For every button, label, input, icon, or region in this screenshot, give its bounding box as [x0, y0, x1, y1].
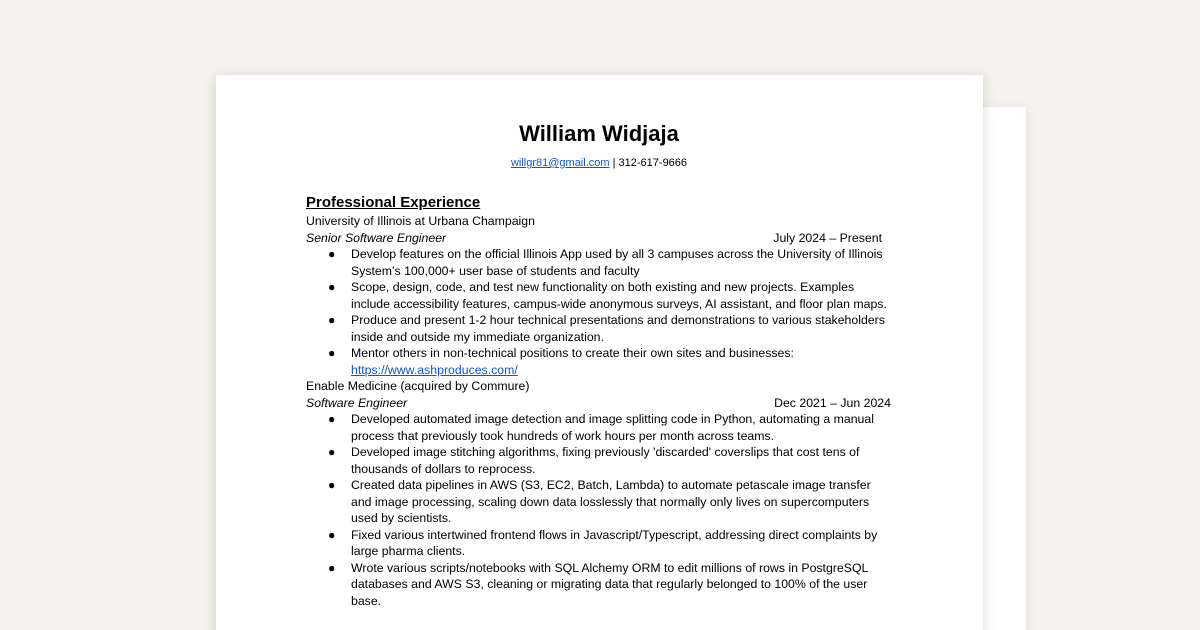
- bullet-text: Fixed various intertwined frontend flows in Javascript/Typescript, addressing direct complaints by large pharma clients.: [351, 527, 878, 558]
- portfolio-link[interactable]: https://www.ashproduces.com/: [351, 362, 518, 377]
- resume-name: William Widjaja: [519, 121, 679, 146]
- bullet-dot-icon: ●: [328, 280, 336, 294]
- bullet-dot-icon: ●: [328, 478, 336, 492]
- job-bullet: [306, 411, 891, 444]
- job-dates: Dec 2021 – Jun 2024: [774, 395, 891, 410]
- job-company: University of Illinois at Urbana Champaign: [306, 214, 535, 228]
- bullet-dot-icon: ●: [328, 445, 336, 459]
- job-role: Software Engineer: [306, 395, 408, 410]
- job-bullets: [306, 411, 906, 609]
- job-bullets: [306, 246, 906, 378]
- contact-line: [306, 156, 892, 170]
- job-bullet: [306, 279, 891, 312]
- resume-page: [216, 75, 983, 630]
- bullet-dot-icon: ●: [328, 527, 336, 542]
- bullet-text: Develop features on the official Illinois App used by all 3 campuses across the University of Illinois System’s 100,000+ user base of students and faculty: [351, 247, 883, 278]
- job-role: Senior Software Engineer: [306, 230, 447, 245]
- section-title-experience: Professional Experience: [306, 194, 481, 211]
- bullet-dot-icon: ●: [328, 346, 336, 360]
- resume-content: [306, 119, 906, 609]
- job-bullet: [306, 246, 891, 279]
- job-bullet: [306, 345, 891, 378]
- bullet-text: Mentor others in non-technical positions to create their own sites and businesses:: [351, 346, 794, 360]
- job-bullet: [306, 312, 891, 345]
- bullet-text: Developed automated image detection and image splitting code in Python, automating a manual process that previously took hundreds of work hours per month across teams.: [351, 412, 874, 443]
- bullet-text: Developed image stitching algorithms, fixing previously 'discarded' coverslips that cost tens of thousands of dollars to reprocess.: [351, 445, 860, 476]
- bullet-dot-icon: ●: [328, 247, 336, 261]
- job-bullet: [306, 527, 891, 560]
- job-company: Enable Medicine (acquired by Commure): [306, 379, 530, 393]
- job-role-row: [306, 230, 882, 247]
- phone-number: 312-617-9666: [618, 157, 688, 169]
- job-bullet: [306, 560, 891, 610]
- job-bullet: [306, 444, 891, 477]
- job-bullet: [306, 477, 891, 527]
- bullet-text: Created data pipelines in AWS (S3, EC2, Batch, Lambda) to automate petascale image transfer and image processing, scaling down data losslessly that normally only lives on supercomputers used by scientists.: [351, 478, 871, 525]
- contact-separator: |: [612, 157, 616, 169]
- job-role-row: [306, 395, 891, 412]
- bullet-dot-icon: ●: [328, 412, 336, 426]
- job-dates: July 2024 – Present: [773, 230, 882, 245]
- bullet-dot-icon: ●: [328, 560, 336, 575]
- email-link[interactable]: willgr81@gmail.com: [510, 157, 610, 169]
- bullet-text: Wrote various scripts/notebooks with SQL Alchemy ORM to edit millions of rows in PostgreSQL databases and AWS S3, cleaning or migrating data that regularly belonged to 100% of the user base.: [351, 560, 868, 608]
- bullet-dot-icon: ●: [328, 313, 336, 327]
- bullet-text: Scope, design, code, and test new functionality on both existing and new projects. Examples include accessibility features, campus-wide anonymous surveys, AI assistant, and floor plan maps.: [351, 280, 887, 311]
- bullet-text: Produce and present 1-2 hour technical presentations and demonstrations to various stakeholders inside and outside my immediate organization.: [351, 313, 885, 344]
